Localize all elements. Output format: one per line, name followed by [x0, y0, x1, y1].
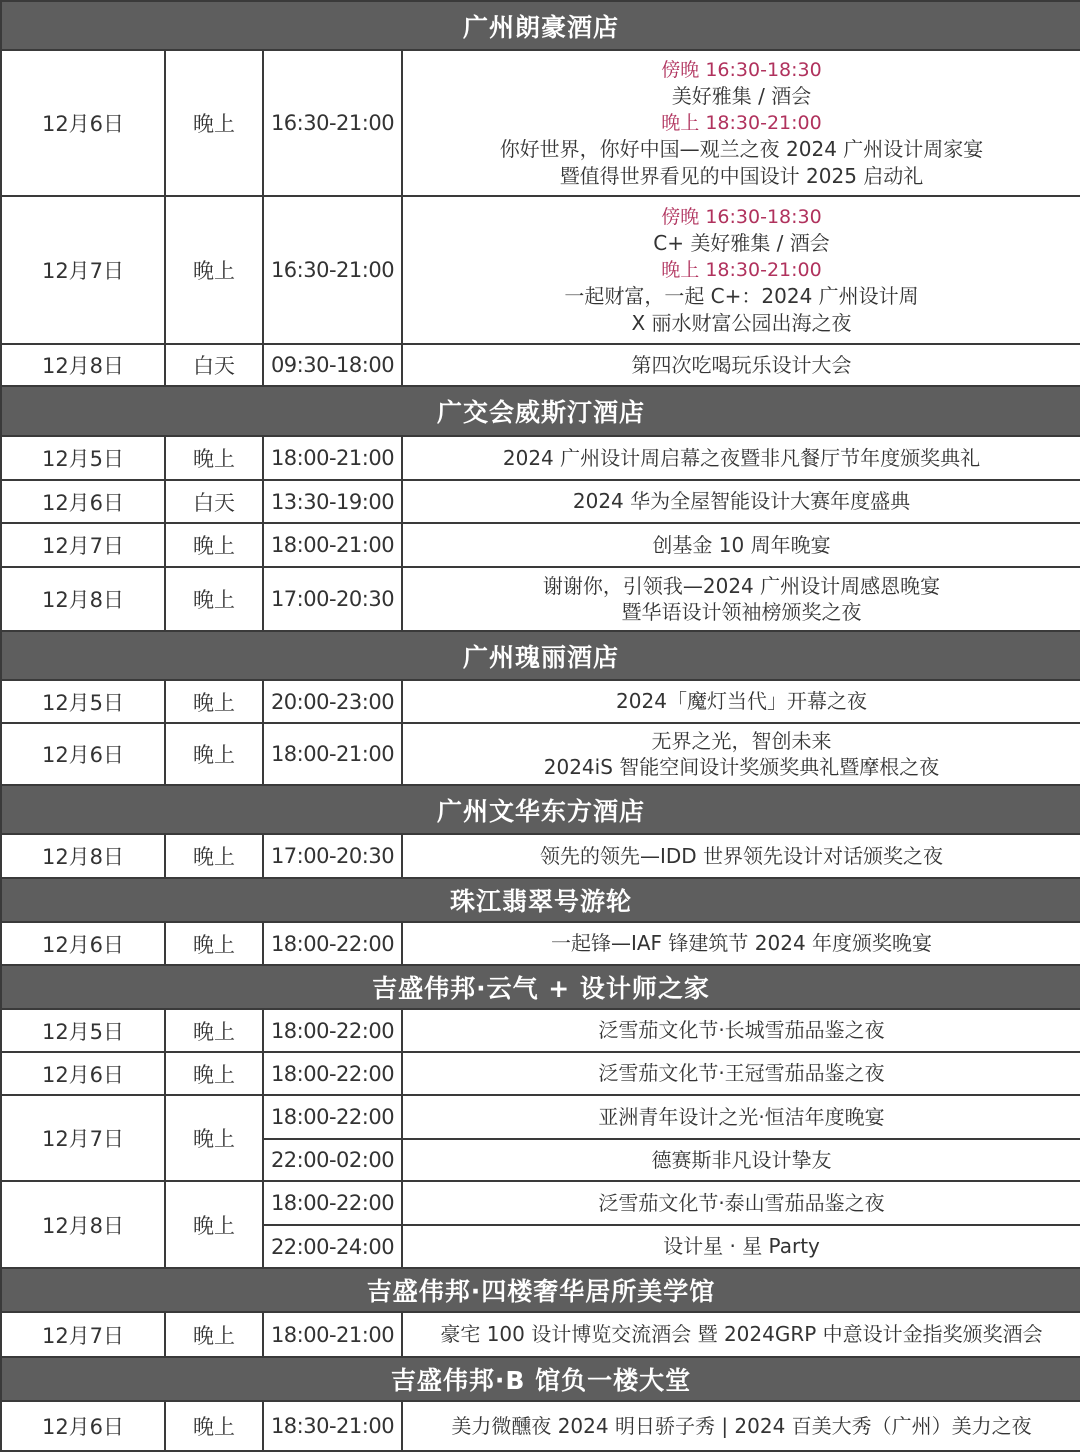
event-date: 12月8日 — [1, 1181, 165, 1268]
event-row — [1, 1401, 1080, 1451]
event-title-line: 你好世界，你好中国—观兰之夜 2024 广州设计周家宴 — [499, 137, 984, 162]
event-subtime-label: 傍晚 16:30-18:30 — [661, 205, 822, 228]
event-title-line: 2024 广州设计周启幕之夜暨非凡餐厅节年度颁奖典礼 — [502, 445, 981, 470]
event-date: 12月8日 — [1, 567, 165, 631]
event-title-line: 设计星 · 星 Party — [663, 1234, 820, 1259]
event-description — [402, 436, 1080, 480]
event-date: 12月5日 — [1, 1009, 165, 1052]
event-time: 18:00-22:00 — [263, 1052, 402, 1095]
venue-header-row — [1, 1357, 1080, 1401]
event-description — [402, 1312, 1080, 1357]
event-time: 18:00-22:00 — [263, 922, 402, 965]
venue-name: 广交会威斯汀酒店 — [1, 386, 1080, 436]
venue-header-row — [1, 386, 1080, 436]
event-period: 晚上 — [165, 1181, 263, 1268]
event-date: 12月6日 — [1, 723, 165, 785]
event-period: 晚上 — [165, 50, 263, 196]
event-date: 12月6日 — [1, 922, 165, 965]
event-date: 12月6日 — [1, 480, 165, 523]
event-row — [1, 523, 1080, 567]
venue-name: 广州瑰丽酒店 — [1, 631, 1080, 680]
event-period: 晚上 — [165, 567, 263, 631]
event-time: 17:00-20:30 — [263, 567, 402, 631]
event-date: 12月8日 — [1, 834, 165, 878]
event-period: 晚上 — [165, 196, 263, 344]
event-title-line: 泛雪茄文化节·王冠雪茄品鉴之夜 — [598, 1061, 885, 1086]
event-description — [402, 1181, 1080, 1225]
event-title-line: C+ 美好雅集 / 酒会 — [653, 231, 830, 256]
event-row — [1, 567, 1080, 631]
event-date: 12月5日 — [1, 680, 165, 723]
event-title-line: 德赛斯非凡设计挚友 — [651, 1147, 832, 1172]
event-description — [402, 344, 1080, 386]
event-title-line: 暨值得世界看见的中国设计 2025 启动礼 — [559, 163, 924, 188]
event-period: 晚上 — [165, 922, 263, 965]
event-description — [402, 680, 1080, 723]
event-subtime-label: 傍晚 16:30-18:30 — [661, 58, 822, 81]
event-row — [1, 436, 1080, 480]
event-title-line: 一起财富，一起 C+：2024 广州设计周 — [564, 284, 919, 309]
event-time: 17:00-20:30 — [263, 834, 402, 878]
event-row — [1, 834, 1080, 878]
event-time: 13:30-19:00 — [263, 480, 402, 523]
event-row — [1, 344, 1080, 386]
event-period: 白天 — [165, 344, 263, 386]
event-date: 12月7日 — [1, 196, 165, 344]
event-row — [1, 922, 1080, 965]
event-title-line: 亚洲青年设计之光·恒洁年度晚宴 — [598, 1104, 885, 1129]
event-time: 18:00-21:00 — [263, 723, 402, 785]
event-date: 12月6日 — [1, 50, 165, 196]
event-title-line: 创基金 10 周年晚宴 — [652, 532, 831, 557]
event-period: 晚上 — [165, 523, 263, 567]
event-title-line: 领先的领先—IDD 世界领先设计对话颁奖之夜 — [539, 843, 944, 868]
event-time: 22:00-24:00 — [263, 1225, 402, 1268]
venue-name: 珠江翡翠号游轮 — [1, 878, 1080, 922]
event-title-line: 美好雅集 / 酒会 — [671, 84, 812, 109]
schedule-body — [1, 1, 1080, 1451]
venue-name: 吉盛伟邦·云气 + 设计师之家 — [1, 965, 1080, 1009]
event-time: 16:30-21:00 — [263, 50, 402, 196]
event-description — [402, 1009, 1080, 1052]
event-time: 18:00-21:00 — [263, 1312, 402, 1357]
event-period: 晚上 — [165, 436, 263, 480]
event-row — [1, 50, 1080, 196]
event-description — [402, 834, 1080, 878]
event-subtime-label: 晚上 18:30-21:00 — [661, 111, 822, 134]
event-row — [1, 480, 1080, 523]
venue-name: 吉盛伟邦·B 馆负一楼大堂 — [1, 1357, 1080, 1401]
event-title-line: 美力微醺夜 2024 明日骄子秀 | 2024 百美大秀（广州）美力之夜 — [451, 1413, 1032, 1438]
event-title-line: 泛雪茄文化节·泰山雪茄品鉴之夜 — [598, 1190, 885, 1215]
event-description — [402, 523, 1080, 567]
event-row — [1, 1052, 1080, 1095]
event-period: 晚上 — [165, 1095, 263, 1181]
event-row — [1, 1009, 1080, 1052]
event-period: 晚上 — [165, 834, 263, 878]
event-title-line: 2024「魔灯当代」开幕之夜 — [616, 689, 867, 714]
event-description — [402, 1225, 1080, 1268]
event-period: 白天 — [165, 480, 263, 523]
event-title-line: 谢谢你，引领我—2024 广州设计周感恩晚宴 — [542, 573, 941, 598]
venue-header-row — [1, 965, 1080, 1009]
event-title-line: X 丽水财富公园出海之夜 — [631, 310, 852, 335]
event-row — [1, 680, 1080, 723]
event-time: 18:00-21:00 — [263, 523, 402, 567]
event-description — [402, 1401, 1080, 1451]
event-period: 晚上 — [165, 1052, 263, 1095]
event-date: 12月5日 — [1, 436, 165, 480]
event-row — [1, 723, 1080, 785]
event-title-line: 暨华语设计领袖榜颁奖之夜 — [621, 600, 862, 624]
event-date: 12月8日 — [1, 344, 165, 386]
event-period: 晚上 — [165, 1401, 263, 1451]
event-description — [402, 50, 1080, 196]
venue-header-row — [1, 1268, 1080, 1312]
venue-header-row — [1, 785, 1080, 834]
event-title-line: 第四次吃喝玩乐设计大会 — [631, 352, 852, 377]
event-time: 22:00-02:00 — [263, 1139, 402, 1181]
event-date: 12月6日 — [1, 1401, 165, 1451]
event-date: 12月7日 — [1, 1312, 165, 1357]
venue-name: 广州朗豪酒店 — [1, 1, 1080, 50]
event-period: 晚上 — [165, 723, 263, 785]
event-date: 12月7日 — [1, 523, 165, 567]
event-description — [402, 1139, 1080, 1181]
event-time: 18:00-22:00 — [263, 1095, 402, 1139]
event-date: 12月7日 — [1, 1095, 165, 1181]
event-title-line: 无界之光，智创未来 — [651, 728, 832, 753]
event-description — [402, 922, 1080, 965]
event-description — [402, 480, 1080, 523]
venue-name: 广州文华东方酒店 — [1, 785, 1080, 834]
event-time: 18:00-22:00 — [263, 1181, 402, 1225]
venue-header-row — [1, 631, 1080, 680]
event-date: 12月6日 — [1, 1052, 165, 1095]
venue-name: 吉盛伟邦·四楼奢华居所美学馆 — [1, 1268, 1080, 1312]
event-description — [402, 1095, 1080, 1139]
event-description — [402, 723, 1080, 785]
event-row — [1, 1095, 1080, 1139]
event-title-line: 2024 华为全屋智能设计大赛年度盛典 — [572, 489, 911, 514]
event-description — [402, 567, 1080, 631]
event-description — [402, 196, 1080, 344]
venue-header-row — [1, 1, 1080, 50]
venue-header-row — [1, 878, 1080, 922]
event-time: 18:00-21:00 — [263, 436, 402, 480]
event-time: 16:30-21:00 — [263, 196, 402, 344]
event-row — [1, 196, 1080, 344]
event-time: 09:30-18:00 — [263, 344, 402, 386]
event-time: 20:00-23:00 — [263, 680, 402, 723]
event-title-line: 泛雪茄文化节·长城雪茄品鉴之夜 — [598, 1018, 885, 1043]
event-description — [402, 1052, 1080, 1095]
event-row — [1, 1312, 1080, 1357]
event-title-line: 2024iS 智能空间设计奖颁奖典礼暨摩根之夜 — [543, 755, 940, 779]
event-row — [1, 1181, 1080, 1225]
event-time: 18:30-21:00 — [263, 1401, 402, 1451]
event-title-line: 一起锋—IAF 锋建筑节 2024 年度颁奖晚宴 — [550, 931, 933, 956]
event-period: 晚上 — [165, 1312, 263, 1357]
event-subtime-label: 晚上 18:30-21:00 — [661, 258, 822, 281]
event-title-line: 豪宅 100 设计博览交流酒会 暨 2024GRP 中意设计金指奖颁奖酒会 — [440, 1322, 1043, 1347]
event-period: 晚上 — [165, 1009, 263, 1052]
event-period: 晚上 — [165, 680, 263, 723]
event-time: 18:00-22:00 — [263, 1009, 402, 1052]
